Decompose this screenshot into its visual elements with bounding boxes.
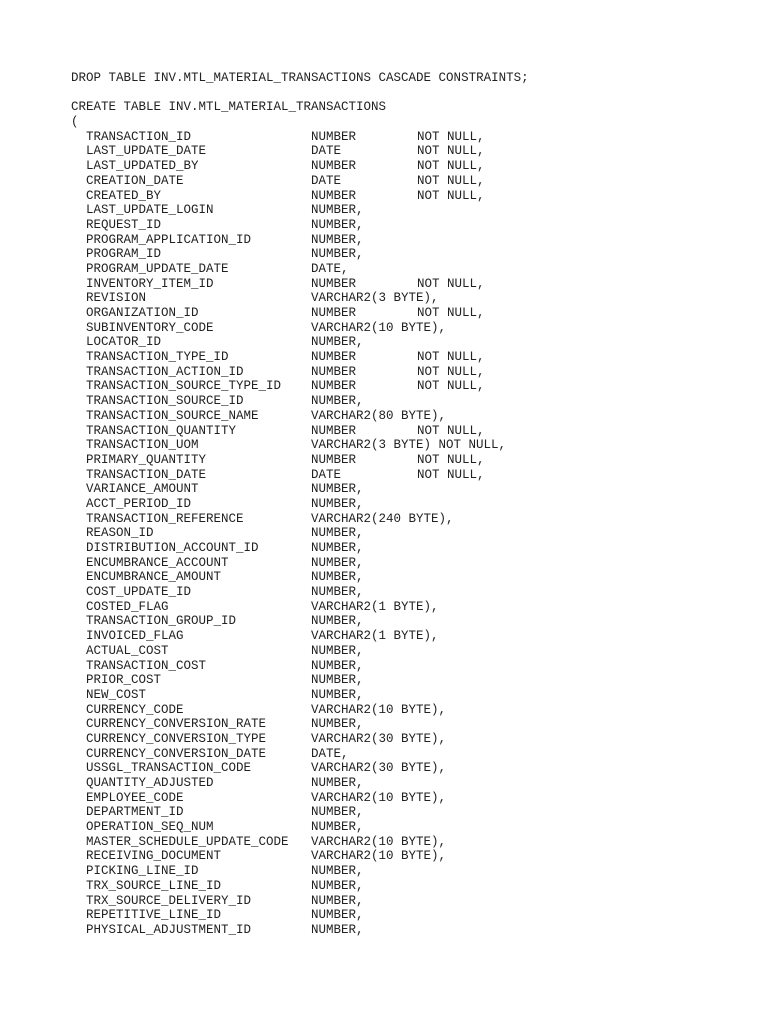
column-type: NUMBER, bbox=[311, 673, 364, 688]
column-name: PROGRAM_UPDATE_DATE bbox=[86, 261, 229, 276]
column-type: NUMBER, bbox=[311, 555, 364, 570]
column-type: NUMBER, bbox=[311, 217, 364, 232]
column-name: LOCATOR_ID bbox=[86, 335, 162, 350]
column-constraint: NOT NULL, bbox=[417, 364, 485, 379]
column-name: COST_UPDATE_ID bbox=[86, 585, 192, 600]
column-row bbox=[71, 629, 768, 644]
column-type: VARCHAR2(10 BYTE), bbox=[311, 849, 447, 864]
column-name: NEW_COST bbox=[86, 687, 147, 702]
column-row bbox=[71, 218, 768, 233]
column-row bbox=[71, 541, 768, 556]
column-row bbox=[71, 306, 768, 321]
column-name: TRANSACTION_GROUP_ID bbox=[86, 614, 237, 629]
column-name: PROGRAM_ID bbox=[86, 247, 162, 262]
column-type: NUMBER, bbox=[311, 335, 364, 350]
column-type: NUMBER, bbox=[311, 482, 364, 497]
column-name: TRX_SOURCE_LINE_ID bbox=[86, 878, 222, 893]
column-name: QUANTITY_ADJUSTED bbox=[86, 776, 214, 790]
column-name: CURRENCY_CODE bbox=[86, 702, 184, 717]
column-constraint: NOT NULL, bbox=[417, 129, 485, 144]
column-name: OPERATION_SEQ_NUM bbox=[86, 820, 214, 835]
column-type: NUMBER, bbox=[311, 658, 364, 673]
column-name: USSGL_TRANSACTION_CODE bbox=[86, 761, 252, 776]
column-type: VARCHAR2(240 BYTE), bbox=[311, 511, 454, 526]
column-type: NUMBER, bbox=[311, 585, 364, 600]
column-row bbox=[71, 879, 768, 894]
column-type: NUMBER, bbox=[311, 687, 364, 702]
column-name: TRANSACTION_SOURCE_TYPE_ID bbox=[86, 379, 282, 394]
column-row bbox=[71, 820, 768, 835]
column-row bbox=[71, 365, 768, 380]
column-name: PRIOR_COST bbox=[86, 673, 162, 688]
column-type: DATE, bbox=[311, 261, 349, 276]
column-type: NUMBER, bbox=[311, 893, 364, 908]
column-name: DEPARTMENT_ID bbox=[86, 805, 184, 820]
column-name: INVOICED_FLAG bbox=[86, 629, 184, 644]
column-row bbox=[71, 600, 768, 615]
column-row bbox=[71, 614, 768, 629]
column-constraint: NOT NULL, bbox=[417, 173, 485, 188]
column-row bbox=[71, 379, 768, 394]
column-name: PRIMARY_QUANTITY bbox=[86, 452, 207, 467]
column-name: TRANSACTION_SOURCE_ID bbox=[86, 394, 244, 409]
column-row bbox=[71, 585, 768, 600]
column-constraint: NOT NULL, bbox=[417, 188, 485, 203]
column-name: ENCUMBRANCE_ACCOUNT bbox=[86, 555, 229, 570]
column-name: CURRENCY_CONVERSION_RATE bbox=[86, 717, 267, 732]
column-type: NUMBER, bbox=[311, 394, 364, 409]
column-name: CREATED_BY bbox=[86, 188, 162, 203]
column-name: TRANSACTION_SOURCE_NAME bbox=[86, 408, 259, 423]
column-row bbox=[71, 482, 768, 497]
column-row bbox=[71, 894, 768, 909]
column-constraint: NOT NULL, bbox=[417, 350, 485, 365]
column-type: VARCHAR2(30 BYTE), bbox=[311, 761, 447, 776]
column-row bbox=[71, 233, 768, 248]
column-row bbox=[71, 673, 768, 688]
column-row bbox=[71, 908, 768, 923]
column-name: PICKING_LINE_ID bbox=[86, 864, 199, 879]
column-type: NUMBER, bbox=[311, 614, 364, 629]
column-row bbox=[71, 717, 768, 732]
column-row bbox=[71, 321, 768, 336]
column-row bbox=[71, 159, 768, 174]
column-row bbox=[71, 570, 768, 585]
column-type: NUMBER, bbox=[311, 878, 364, 893]
column-type: NUMBER bbox=[311, 423, 357, 438]
column-type: NUMBER bbox=[311, 129, 357, 144]
column-row bbox=[71, 747, 768, 762]
column-name: INVENTORY_ITEM_ID bbox=[86, 276, 214, 291]
column-row bbox=[71, 247, 768, 262]
column-row bbox=[71, 409, 768, 424]
column-row bbox=[71, 732, 768, 747]
column-type: VARCHAR2(10 BYTE), bbox=[311, 834, 447, 849]
column-constraint: NOT NULL, bbox=[417, 423, 485, 438]
column-row bbox=[71, 189, 768, 204]
column-type: NUMBER, bbox=[311, 908, 364, 923]
drop-statement: DROP TABLE INV.MTL_MATERIAL_TRANSACTIONS CASCADE CONSTRAINTS; bbox=[71, 71, 529, 85]
column-name: TRANSACTION_REFERENCE bbox=[86, 511, 244, 526]
column-name: DISTRIBUTION_ACCOUNT_ID bbox=[86, 541, 259, 555]
column-name: ACTUAL_COST bbox=[86, 643, 169, 658]
column-name: TRANSACTION_QUANTITY bbox=[86, 423, 237, 438]
column-row bbox=[71, 424, 768, 439]
column-row bbox=[71, 203, 768, 218]
column-type: NUMBER, bbox=[311, 717, 364, 732]
column-row bbox=[71, 703, 768, 718]
column-row bbox=[71, 526, 768, 541]
column-name: TRANSACTION_COST bbox=[86, 658, 207, 673]
column-row bbox=[71, 791, 768, 806]
column-name: TRANSACTION_ID bbox=[86, 129, 192, 144]
column-name: RECEIVING_DOCUMENT bbox=[86, 849, 222, 864]
column-type: VARCHAR2(1 BYTE), bbox=[311, 599, 439, 614]
column-constraint: NOT NULL, bbox=[417, 467, 485, 482]
column-row bbox=[71, 849, 768, 864]
column-name: LAST_UPDATE_DATE bbox=[86, 144, 207, 159]
column-type: NUMBER, bbox=[311, 805, 364, 820]
column-name: REVISION bbox=[86, 291, 147, 306]
column-definitions bbox=[71, 130, 768, 938]
column-name: REQUEST_ID bbox=[86, 217, 162, 232]
column-type: NUMBER, bbox=[311, 541, 364, 555]
column-type: NUMBER bbox=[311, 188, 357, 203]
column-type: NUMBER, bbox=[311, 922, 364, 937]
column-name: ACCT_PERIOD_ID bbox=[86, 496, 192, 511]
column-type: NUMBER, bbox=[311, 203, 364, 218]
column-type: NUMBER, bbox=[311, 864, 364, 879]
column-constraint: NOT NULL, bbox=[417, 276, 485, 291]
column-constraint: NOT NULL, bbox=[417, 159, 485, 174]
column-row bbox=[71, 864, 768, 879]
column-type: VARCHAR2(30 BYTE), bbox=[311, 731, 447, 746]
column-row bbox=[71, 174, 768, 189]
column-type: DATE bbox=[311, 144, 342, 159]
column-type: NUMBER, bbox=[311, 526, 364, 541]
column-row bbox=[71, 394, 768, 409]
column-type: NUMBER bbox=[311, 350, 357, 365]
column-name: REPETITIVE_LINE_ID bbox=[86, 908, 222, 923]
column-name: EMPLOYEE_CODE bbox=[86, 790, 184, 805]
column-name: TRANSACTION_TYPE_ID bbox=[86, 350, 229, 365]
column-type: NUMBER bbox=[311, 276, 357, 291]
column-name: LAST_UPDATED_BY bbox=[86, 159, 199, 174]
column-type: NUMBER, bbox=[311, 247, 364, 262]
column-name: TRX_SOURCE_DELIVERY_ID bbox=[86, 893, 252, 908]
column-row bbox=[71, 805, 768, 820]
column-name: ENCUMBRANCE_AMOUNT bbox=[86, 570, 222, 585]
column-constraint: NOT NULL, bbox=[417, 379, 485, 394]
column-name: LAST_UPDATE_LOGIN bbox=[86, 203, 214, 218]
column-type: NUMBER bbox=[311, 364, 357, 379]
column-row bbox=[71, 761, 768, 776]
column-row bbox=[71, 335, 768, 350]
column-row bbox=[71, 262, 768, 277]
column-name: CURRENCY_CONVERSION_TYPE bbox=[86, 731, 267, 746]
column-row bbox=[71, 644, 768, 659]
column-row bbox=[71, 923, 768, 938]
column-name: PROGRAM_APPLICATION_ID bbox=[86, 232, 252, 247]
column-name: ORGANIZATION_ID bbox=[86, 306, 199, 320]
column-name: TRANSACTION_DATE bbox=[86, 467, 207, 482]
column-row bbox=[71, 659, 768, 674]
column-type: NUMBER bbox=[311, 379, 357, 394]
column-type: VARCHAR2(10 BYTE), bbox=[311, 320, 447, 335]
column-name: COSTED_FLAG bbox=[86, 599, 169, 614]
column-type: NUMBER, bbox=[311, 643, 364, 658]
column-row bbox=[71, 438, 768, 453]
column-row bbox=[71, 130, 768, 145]
column-row bbox=[71, 512, 768, 527]
column-constraint: NOT NULL, bbox=[417, 452, 485, 467]
column-name: TRANSACTION_ACTION_ID bbox=[86, 364, 244, 379]
column-name: CREATION_DATE bbox=[86, 173, 184, 188]
column-row bbox=[71, 144, 768, 159]
column-type: VARCHAR2(10 BYTE), bbox=[311, 790, 447, 805]
column-name: CURRENCY_CONVERSION_DATE bbox=[86, 746, 267, 761]
column-type: NUMBER, bbox=[311, 496, 364, 511]
column-row bbox=[71, 497, 768, 512]
sql-document bbox=[71, 71, 768, 938]
open-paren: ( bbox=[71, 115, 79, 130]
column-row bbox=[71, 468, 768, 483]
column-row bbox=[71, 835, 768, 850]
column-type: DATE, bbox=[311, 746, 349, 761]
column-type: NUMBER, bbox=[311, 820, 364, 835]
column-name: VARIANCE_AMOUNT bbox=[86, 482, 199, 497]
column-type: NUMBER bbox=[311, 306, 357, 320]
column-type: VARCHAR2(1 BYTE), bbox=[311, 629, 439, 644]
column-row bbox=[71, 688, 768, 703]
column-type: NUMBER, bbox=[311, 570, 364, 585]
column-type: VARCHAR2(3 BYTE) NOT NULL, bbox=[311, 438, 507, 453]
column-name: SUBINVENTORY_CODE bbox=[86, 320, 214, 335]
column-row bbox=[71, 453, 768, 468]
column-constraint: NOT NULL, bbox=[417, 306, 485, 320]
column-type: VARCHAR2(10 BYTE), bbox=[311, 702, 447, 717]
column-name: MASTER_SCHEDULE_UPDATE_CODE bbox=[86, 834, 289, 849]
column-row bbox=[71, 556, 768, 571]
column-type: NUMBER, bbox=[311, 776, 364, 790]
column-type: VARCHAR2(3 BYTE), bbox=[311, 291, 439, 306]
blank-line bbox=[71, 86, 768, 101]
column-row bbox=[71, 277, 768, 292]
column-name: REASON_ID bbox=[86, 526, 154, 541]
column-type: NUMBER, bbox=[311, 232, 364, 247]
create-statement: CREATE TABLE INV.MTL_MATERIAL_TRANSACTIONS bbox=[71, 100, 387, 115]
column-row bbox=[71, 291, 768, 306]
column-type: NUMBER bbox=[311, 159, 357, 174]
column-type: DATE bbox=[311, 467, 342, 482]
column-name: PHYSICAL_ADJUSTMENT_ID bbox=[86, 922, 252, 937]
column-name: TRANSACTION_UOM bbox=[86, 438, 199, 453]
column-constraint: NOT NULL, bbox=[417, 144, 485, 159]
column-type: NUMBER bbox=[311, 452, 357, 467]
column-type: DATE bbox=[311, 173, 342, 188]
column-type: VARCHAR2(80 BYTE), bbox=[311, 408, 447, 423]
column-row bbox=[71, 776, 768, 791]
column-row bbox=[71, 350, 768, 365]
